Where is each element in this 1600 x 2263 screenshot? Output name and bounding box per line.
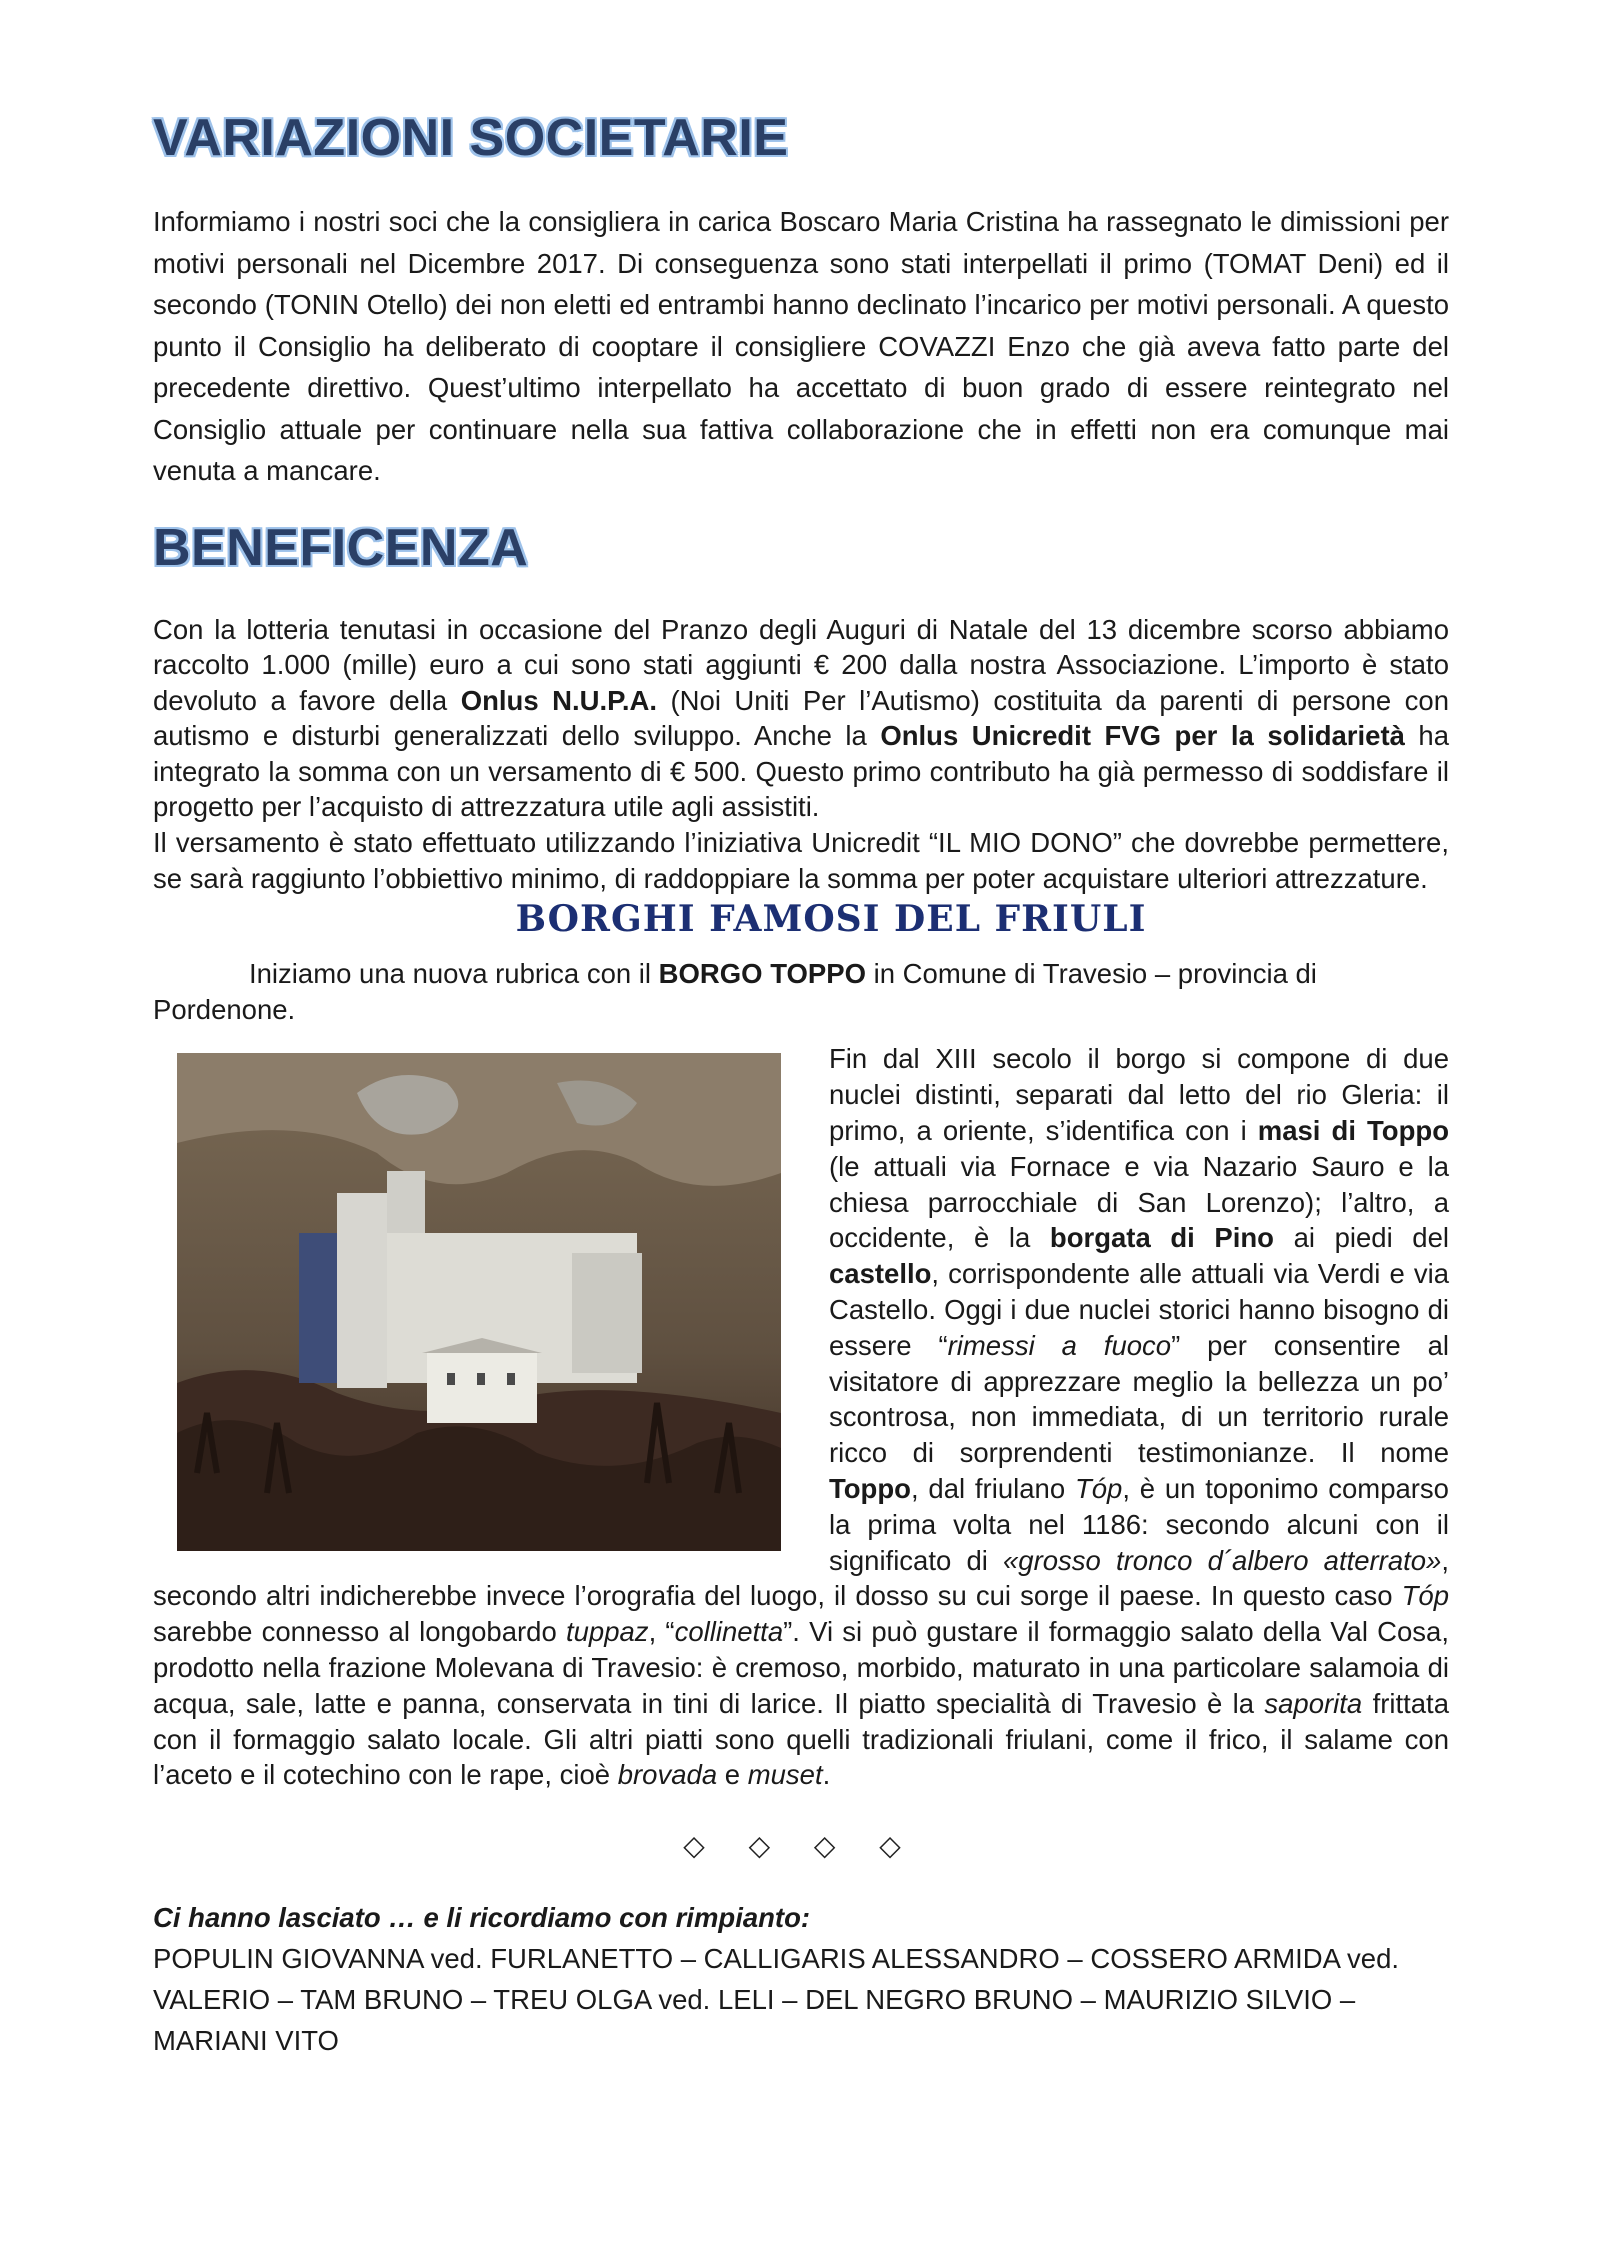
paragraph-beneficenza: Con la lotteria tenutasi in occasione del Pranzo degli Auguri di Natale del 13 dicembre scorso abbiamo raccolto 1.000 (mille) euro a cui sono stati aggiunti € 200 dalla nostra Associazione. L’importo è stato devoluto a favore della Onlus N.U.P.A. (Noi Uniti Per l’Autismo) costituita da parenti di persone con autismo e disturbi generalizzati dello sviluppo. Anche la Onlus Unicredit FVG per la solidarietà ha integrato la somma con un versamento di € 500. Questo primo contributo ha già permesso di soddisfare il progetto per l’acquisto di attrezzatura utile agli assistiti. [153,613,1450,823]
section-title-beneficenza: BENEFICENZA [153,518,529,577]
bold-borgo-toppo: BORGO TOPPO [658,958,866,990]
paragraph-intro-borgo: Iniziamo una nuova rubrica con il BORGO TOPPO in Comune di Travesio – provincia di Pordenone. [153,958,1317,1025]
paragraph-borgo-toppo: Fin dal XIII secolo il borgo si compone di due nuclei distinti, separati dal letto del rio Gleria: il primo, a oriente, s’identifica con i masi di Toppo (le attuali via Fornace e via Nazario Sauro e la chiesa parrocchiale di San Lorenzo); l’altro, a occidente, è la borgata di Pino ai piedi del castello, corrispondente alle attuali via Verdi e via Castello. Oggi i due nuclei storici hanno bisogno di essere “rimessi a fuoco” per consentire al visitatore di apprezzare meglio la bellezza un po’ scontrosa, non immediata, di un territorio rurale ricco di sorprendenti testimonianze. Il nome Toppo, dal friulano Tóp, è un toponimo comparso la prima volta nel 1186: secondo alcuni con il significato di «grosso tronco d´albero atterrato», secondo altri indicherebbe invece l’orografia del luogo, il dosso su cui sorge il paese. In questo caso Tóp sarebbe connesso al longobardo tuppaz, “collinetta”. Vi si può gustare il formaggio salato della Val Cosa, prodotto nella frazione Molevana di Travesio: è cremoso, morbido, maturato in una particolare salamoia di acqua, sale, latte e panna, conservata in tini di larice. Il piatto specialità di Travesio è la saporita frittata con il formaggio salato locale. Gli altri piatti sono quelli tradizionali friulani, come il frico, il salame con l’aceto e il cotechino con le rape, cioè brovada e muset. [153,1043,1449,1791]
paragraph-versamento: Il versamento è stato effettuato utilizzando l’iniziativa Unicredit “IL MIO DONO” che dovrebbe permettere, se sarà raggiunto l’obbiettivo minimo, di raddoppiare la somma per poter acquistare ulteriori attrezzature. [153,827,1449,894]
paragraph-variazioni: Informiamo i nostri soci che la consigliera in carica Boscaro Maria Cristina ha rassegnato le dimissioni per motivi personali nel Dicembre 2017. Di conseguenza sono stati interpellati il primo (TOMAT Deni) ed il secondo (TONIN Otello) dei non eletti ed entrambi hanno declinato l’incarico per motivi personali. A questo punto il Consiglio ha deliberato di cooptare il consigliere COVAZZI Enzo che già aveva fatto parte del precedente direttivo. Quest’ultimo interpellato ha accettato di buon grado di essere reintegrato nel Consiglio attuale per continuare nella sua fattiva collaborazione che in effetti non era comunque mai venuta a mancare. [153,206,1449,486]
document-page [153,108,1449,2061]
section-title-variazioni: VARIAZIONI SOCIETARIE [153,109,789,167]
diamond-separator: ◇ ◇ ◇ ◇ [683,1830,919,1862]
castle-photo [177,1053,781,1551]
bold-onlus-nupa: Onlus N.U.P.A. [460,684,658,716]
bold-onlus-unicredit: Onlus Unicredit FVG per la solidarietà [880,720,1405,752]
section-title-borghi: BORGHI FAMOSI DEL FRIULI [515,898,1147,941]
memorial-heading: Ci hanno lasciato … e li ricordiamo con rimpianto: [153,1902,811,1934]
memorial-names: POPULIN GIOVANNA ved. FURLANETTO – CALLIGARIS ALESSANDRO – COSSERO ARMIDA ved. VALERIO – TAM BRUNO – TREU OLGA ved. LELI – DEL NEGRO BRUNO – MAURIZIO SILVIO – MARIANI VITO [153,1943,1400,2057]
